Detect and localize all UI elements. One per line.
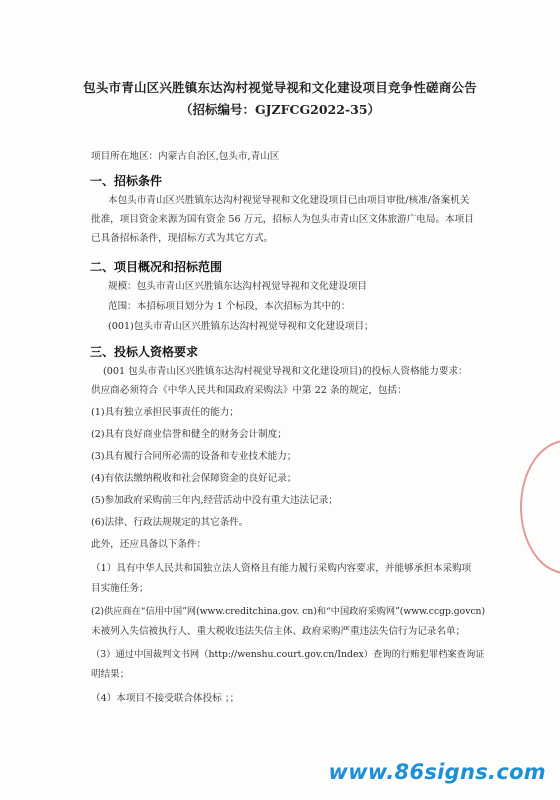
paragraph-line: 目实施任务；	[91, 583, 149, 594]
list-item: （1）具有中华人民共和国独立法人资格且有能力履行采购内容要求，并能够承担本采购项	[91, 563, 472, 574]
paragraph-line: 本包头市青山区兴胜镇东达沟村视觉导视和文化建设项目已由项目审批/核准/备案机关	[108, 195, 470, 206]
list-item: (4)有依法缴纳税收和社会保障资金的良好记录；	[91, 473, 297, 484]
project-location: 项目所在地区：内蒙古自治区,包头市,青山区	[91, 151, 280, 162]
list-item: (1)具有独立承担民事责任的能力；	[91, 407, 239, 418]
list-item: (3)具有履行合同所必需的设备和专业技术能力；	[91, 451, 297, 462]
paragraph-line: 明结果；	[91, 669, 130, 680]
paragraph-line: (001 包头市青山区兴胜镇东达沟村视觉导视和文化建设项目)的投标人资格能力要求：	[103, 366, 468, 377]
list-item: （4）本项目不接受联合体投标 ；；	[91, 693, 240, 704]
list-item: (2)供应商在“信用中国”网(www.creditchina.gov. cn)和“中国政府采购网”(www.ccgp.govcn)	[91, 606, 486, 617]
list-item: (2)具有良好商业信誉和健全的财务会计制度；	[91, 429, 287, 440]
document-title: 包头市青山区兴胜镇东达沟村视觉导视和文化建设项目竞争性磋商公告	[83, 80, 477, 95]
list-item: （3）通过中国裁判文书网（http://wenshu.court.gov.cn/Index）查询的行贿犯罪档案查询证	[91, 649, 485, 660]
paragraph-line: 批准，项目资金来源为国有资金 56 万元，招标人为包头市青山区文体旅游广电局。本项目	[91, 214, 474, 225]
paragraph-line: 未被列入失信被执行人、重大税收违法失信主体、政府采购严重违法失信行为记录名单；	[91, 626, 466, 637]
watermark-logo: www.86signs.com	[328, 760, 546, 784]
tender-number: （招标编号：GJZFCG2022-35）	[179, 102, 381, 117]
section-heading-tender-conditions: 一、招标条件	[90, 174, 163, 188]
paragraph-line: 此外，还应具备以下条件：	[91, 539, 207, 550]
list-item: (5)参加政府采购前三年内,经营活动中没有重大违法记录；	[91, 495, 338, 506]
section-heading-project-overview: 二、项目概况和招标范围	[90, 260, 223, 274]
red-seal-stamp	[520, 440, 560, 574]
paragraph-line: 供应商必须符合《中华人民共和国政府采购法》中第 22 条的规定，包括：	[91, 385, 407, 396]
paragraph-line: 规模：包头市青山区兴胜镇东达沟村视觉导视和文化建设项目	[108, 281, 368, 292]
list-item: (6)法律、行政法规规定的其它条件。	[91, 517, 249, 528]
paragraph-line: 已具备招标条件，现招标方式为其它方式。	[91, 233, 274, 244]
paragraph-line: 范围：本招标项目划分为 1 个标段，本次招标为其中的：	[108, 301, 351, 312]
section-heading-bidder-qualifications: 三、投标人资格要求	[90, 345, 199, 359]
paragraph-line: (001)包头市青山区兴胜镇东达沟村视觉导视和文化建设项目；	[108, 321, 374, 332]
